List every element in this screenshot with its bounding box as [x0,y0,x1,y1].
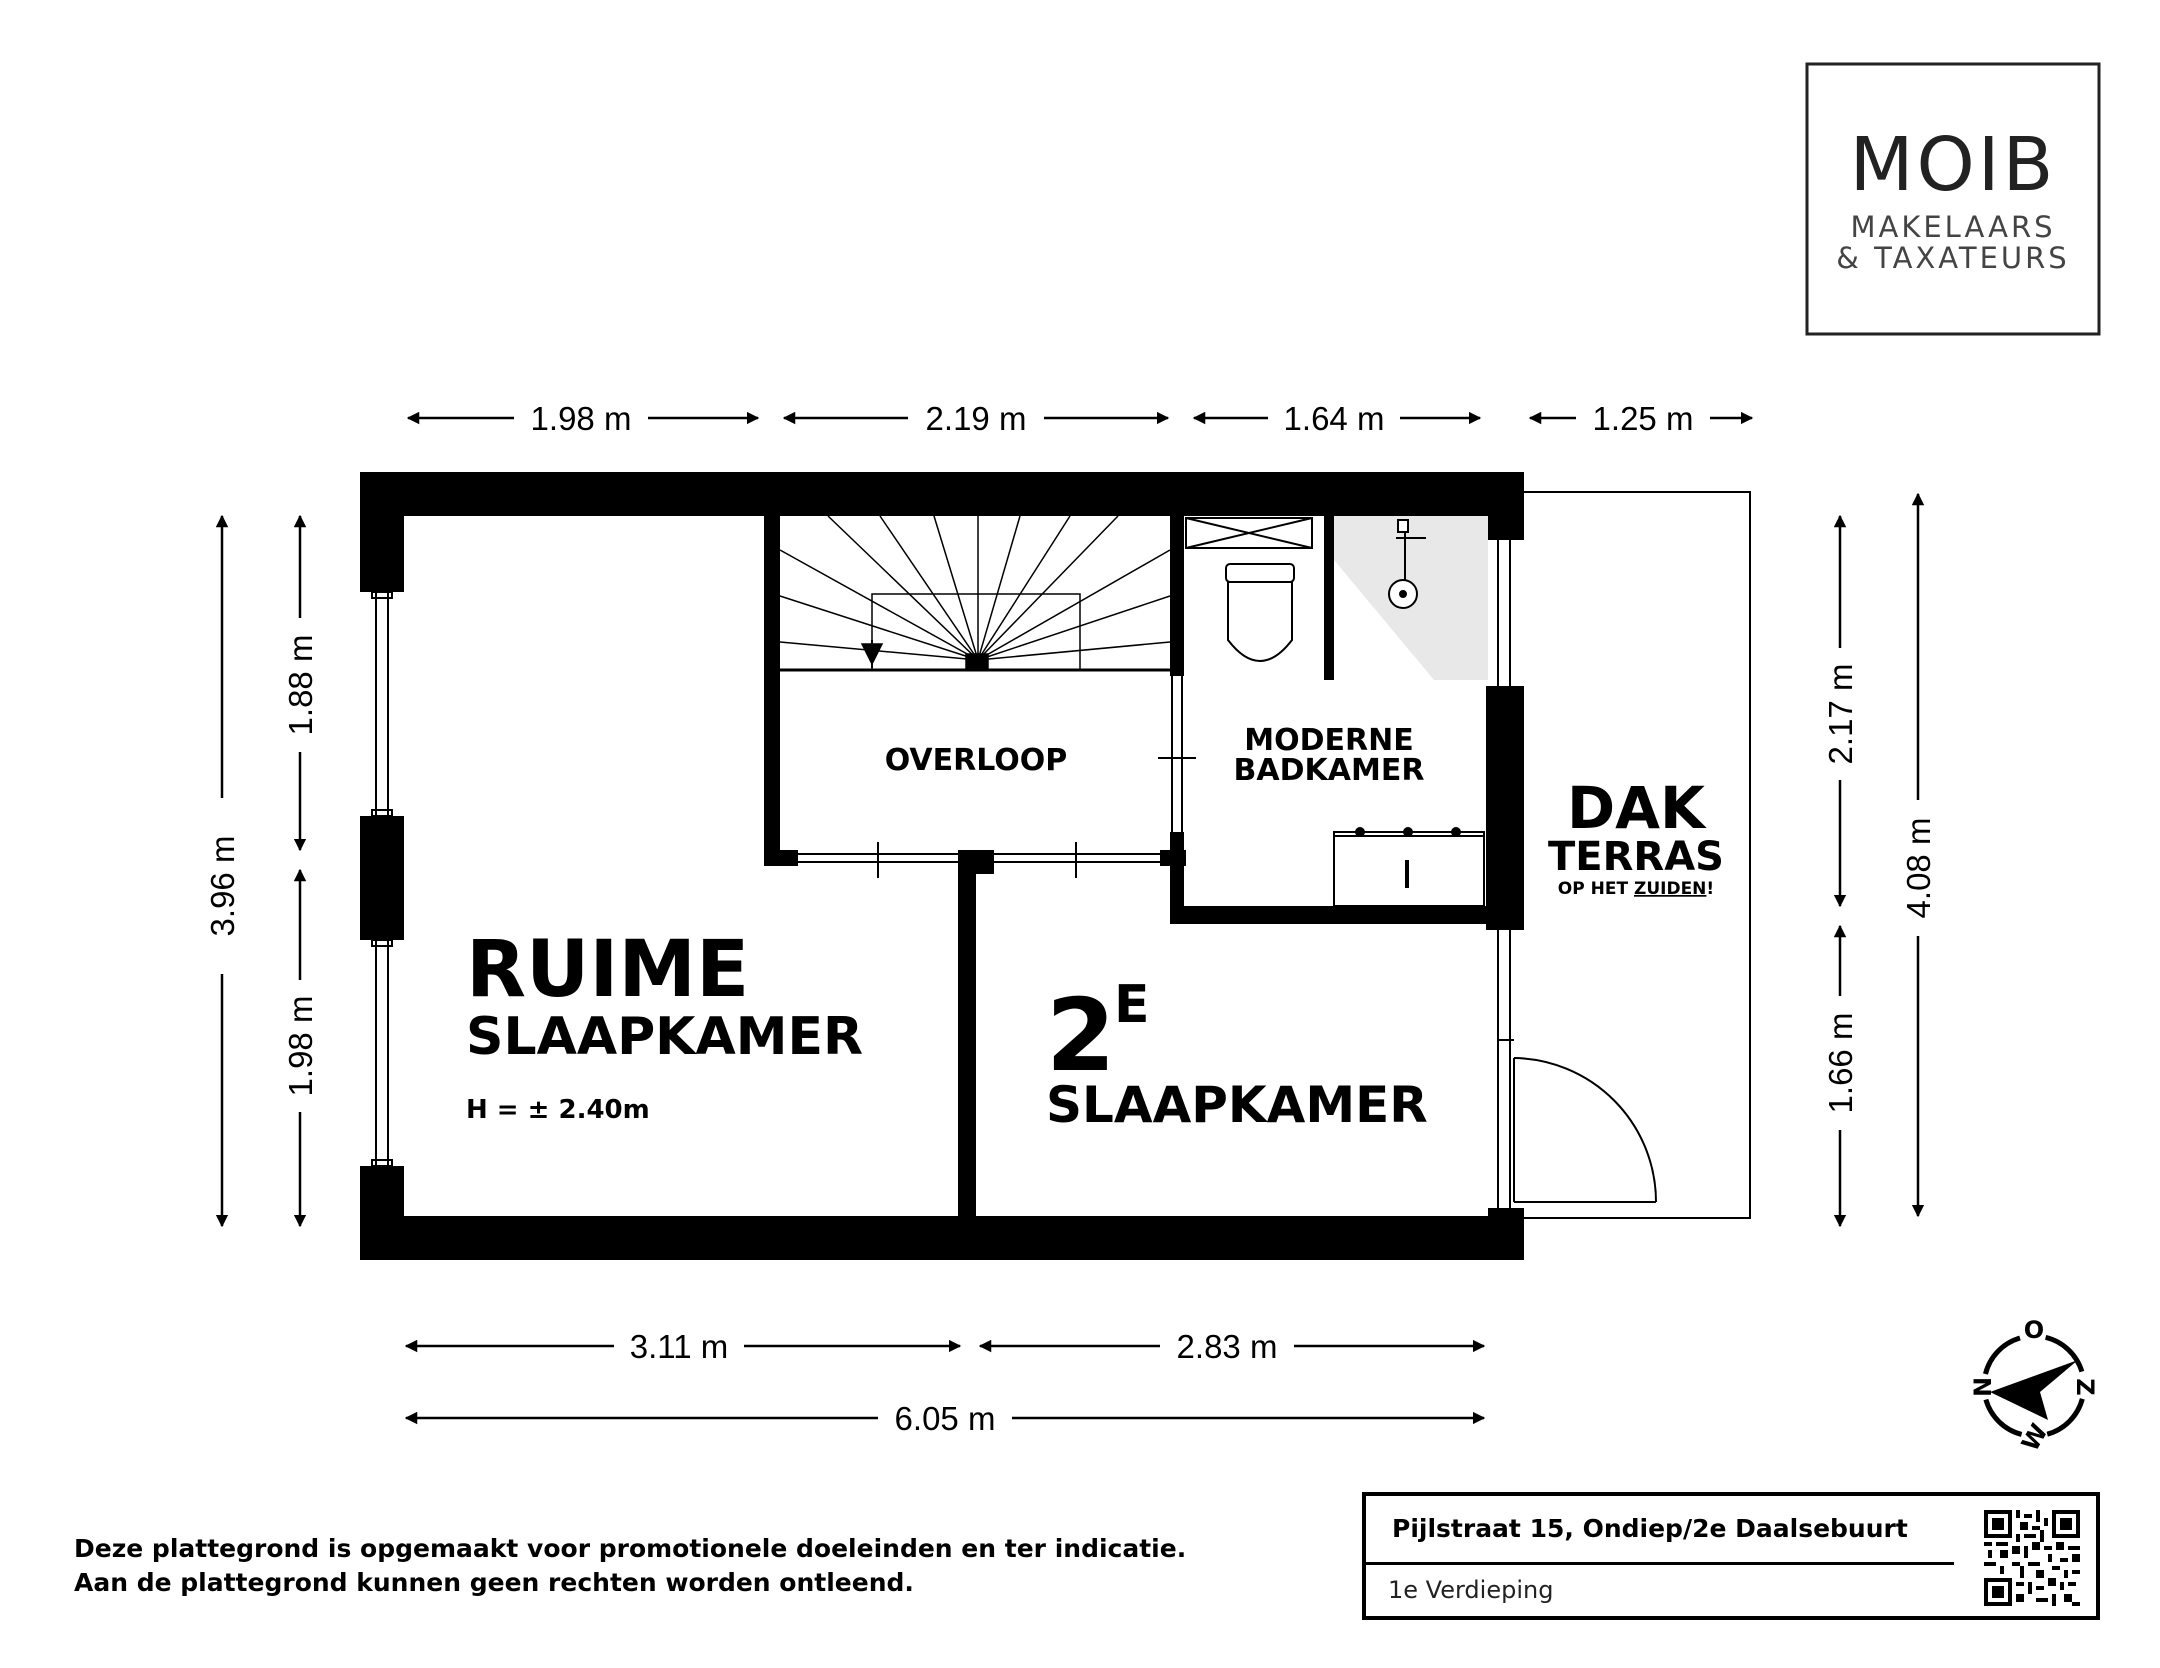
dim-right-lower: 1.66 m [1822,1012,1859,1114]
dim-right-upper: 2.17 m [1822,663,1859,765]
bottom-dimensions [406,1328,1484,1437]
floor-label: 1e Verdieping [1388,1576,1554,1604]
dim-right-total: 4.08 m [1900,817,1937,919]
dim-top-3: 1.64 m [1283,400,1385,437]
brand-line2: & TAXATEURS [1836,241,2070,275]
label-dak-2: TERRAS [1548,834,1724,880]
label-badkamer-1: MODERNE [1244,723,1414,758]
disclaimer-line2: Aan de plattegrond kunnen geen rechten worden ontleend. [74,1568,914,1597]
compass-w: W [2016,1419,2054,1456]
sink-icon [1334,828,1484,906]
info-divider [1366,1562,1954,1565]
brand-logo [1807,64,2099,334]
stair-arrow-icon [862,644,882,664]
dim-left-upper: 1.88 m [282,634,319,736]
label-overloop: OVERLOOP [884,743,1068,778]
terrace-door [1514,1058,1656,1202]
dim-top-2: 2.19 m [925,400,1027,437]
disclaimer-line1: Deze plattegrond is opgemaakt voor promotionele doeleinden en ter indicatie. [74,1534,1187,1563]
dim-bottom-left: 3.11 m [629,1328,729,1365]
dim-bottom-total: 6.05 m [894,1400,996,1437]
dim-top-4: 1.25 m [1592,400,1694,437]
dim-bottom-right: 2.83 m [1176,1328,1278,1365]
label-ruime-height: H = ± 2.40m [466,1095,650,1125]
compass-icon [1969,1316,2099,1456]
disclaimer [74,1532,1186,1600]
left-dimensions [204,516,319,1226]
room-labels [466,723,1724,1134]
staircase [780,516,1170,670]
toilet-icon [1226,564,1294,661]
label-second-2: SLAAPKAMER [1046,1076,1428,1134]
label-second-sup: E [1114,975,1150,1035]
label-ruime-2: SLAAPKAMER [466,1007,864,1067]
compass-n: N [1969,1376,1997,1398]
dim-left-total: 3.96 m [204,835,241,937]
right-dimensions [1822,494,1937,1226]
top-dimensions [408,400,1752,437]
label-badkamer-2: BADKAMER [1233,753,1425,788]
bathroom-fixtures [1186,516,1488,906]
compass-o: O [2023,1316,2045,1344]
property-info-box [1362,1492,2100,1620]
brand-name: MOIB [1849,122,2057,208]
label-ruime-1: RUIME [466,925,750,1015]
brand-line1: MAKELAARS [1850,210,2056,244]
property-address: Pijlstraat 15, Ondiep/2e Daalsebuurt [1392,1514,1908,1543]
label-dak-3: OP HET ZUIDEN! [1557,879,1715,899]
dim-top-1: 1.98 m [530,400,632,437]
dim-left-lower: 1.98 m [282,995,319,1097]
label-second-num: 2 [1046,977,1116,1094]
label-dak-1: DAK [1567,774,1705,842]
compass-z: Z [2071,1378,2099,1396]
qr-code-icon [1984,1510,2080,1606]
